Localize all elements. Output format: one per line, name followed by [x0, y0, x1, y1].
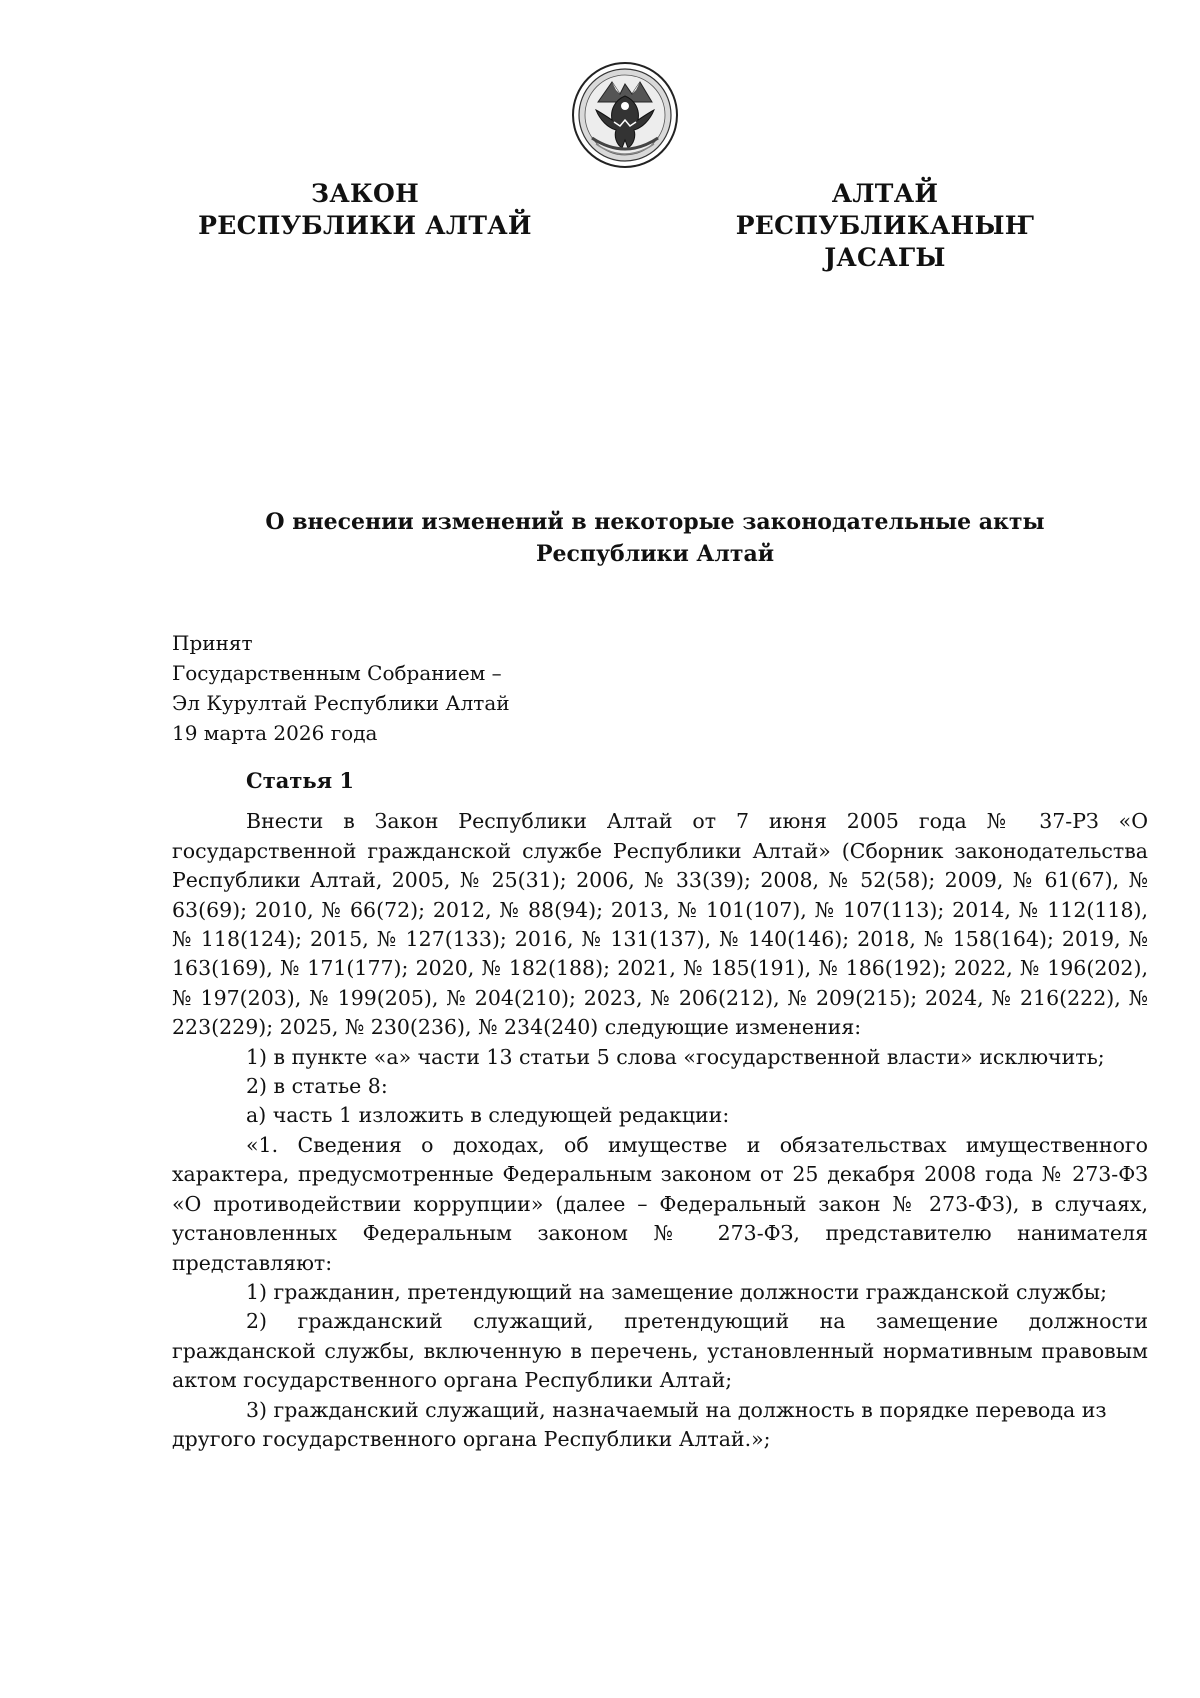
law-header-altai	[700, 178, 1070, 274]
article-paragraph: 1) гражданин, претендующий на замещение должности гражданской службы;	[246, 1279, 1108, 1304]
header-republic-name-altai: АЛТАЙ РЕСПУБЛИКАНЫҤ	[735, 179, 1035, 240]
adoption-block	[172, 628, 510, 748]
article-paragraph: Внести в Закон Республики Алтай от 7 июня 2005 года № 37-РЗ «О государственной гражданской службе Республики Алтай» (Сборник законодательства Республики Алтай, 2005, № 25(31); 2006, № 33(39); 2008, № 52(58); 2009, № 61(67), № 63(69); 2010, № 66(72); 2012, № 88(94); 2013, № 101(107), № 107(113); 2014, № 112(118), № 118(124); 2015, № 127(133); 2016, № 131(137), № 140(146); 2018, № 158(164); 2019, № 163(169), № 171(177); 2020, № 182(188); 2021, № 185(191), № 186(192); 2022, № 196(202), № 197(203), № 199(205), № 204(210); 2023, № 206(212), № 209(215); 2024, № 216(222), № 223(229); 2025, № 230(236), № 234(240) следующие изменения:	[172, 809, 1148, 1040]
adopted-line-2: Государственным Собранием –	[172, 661, 502, 685]
header-law-word: ЗАКОН	[310, 179, 420, 208]
article-paragraph: 1) в пункте «а» части 13 статьи 5 слова «государственной власти» исключить;	[246, 1044, 1105, 1069]
header-law-word-altai: JАСАГЫ	[824, 243, 946, 272]
adopted-line-1: Принят	[172, 631, 253, 655]
title-line-1: О внесении изменений в некоторые законодательные акты	[265, 509, 1045, 535]
article-paragraph: 2) в статье 8:	[246, 1074, 388, 1099]
adopted-date: 19 марта 2026 года	[172, 721, 378, 745]
article-body	[172, 766, 1148, 1454]
law-header-russian	[190, 178, 540, 242]
header-republic-name: РЕСПУБЛИКИ АЛТАЙ	[198, 211, 532, 240]
article-paragraph: а) часть 1 изложить в следующей редакции:	[246, 1103, 730, 1128]
article-paragraph: 2) гражданский служащий, претендующий на замещение должности гражданской службы, включенную в перечень, установленный нормативным правовым актом государственного органа Республики Алтай;	[172, 1309, 1148, 1393]
coat-of-arms-icon	[570, 60, 680, 170]
title-line-2: Республики Алтай	[535, 541, 775, 567]
article-heading: Статья 1	[246, 768, 355, 793]
adopted-line-3: Эл Курултай Республики Алтай	[172, 691, 510, 715]
article-paragraph: «1. Сведения о доходах, об имуществе и обязательствах имущественного характера, предусмотренные Федеральным законом от 25 декабря 2008 года № 273-ФЗ «О противодействии коррупции» (далее – Федеральный закон № 273-ФЗ), в случаях, установленных Федеральным законом № 273-ФЗ, представителю нанимателя представляют:	[172, 1132, 1148, 1275]
article-paragraph: 3) гражданский служащий, назначаемый на должность в порядке перевода из другого государственного органа Республики Алтай.»;	[172, 1397, 1107, 1451]
document-title	[170, 506, 1140, 570]
